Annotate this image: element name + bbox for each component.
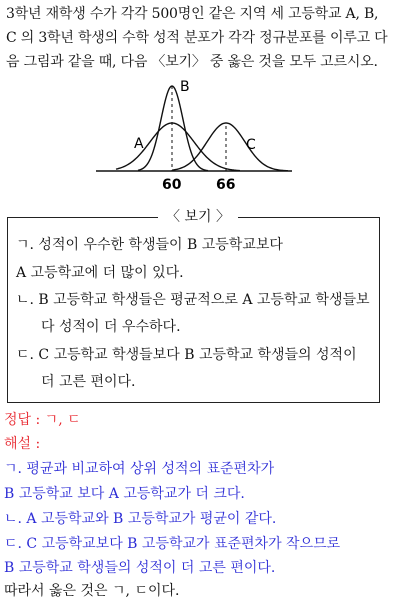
bogi-item-2-cont: 다 성적이 더 우수하다. bbox=[41, 319, 181, 335]
explanation-line: ㄴ. A 고등학교와 B 고등학교가 평균이 같다. bbox=[4, 511, 277, 527]
explanation-label: 해설 : bbox=[4, 436, 41, 452]
question-line: C 의 3학년 학생의 수학 성적 분포가 각각 정규분포를 이루고 다 bbox=[6, 30, 388, 46]
explanation-line: B 고등학교 보다 A 고등학교가 더 크다. bbox=[4, 486, 245, 502]
bogi-item-2: ㄴ. B 고등학교 학생들은 평균적으로 A 고등학교 학생들보 bbox=[16, 292, 370, 308]
question-text bbox=[6, 2, 398, 74]
curve-label-b: B bbox=[180, 79, 190, 95]
x-tick-66: 66 bbox=[216, 177, 236, 193]
curve-b bbox=[138, 86, 208, 171]
explanation-line: ㄷ. C 고등학교보다 B 고등학교가 표준편차가 작으므로 bbox=[4, 536, 341, 552]
x-tick-60: 60 bbox=[162, 177, 182, 193]
curve-label-c: C bbox=[246, 137, 256, 153]
bogi-item-1-cont: A 고등학교에 더 많이 있다. bbox=[16, 265, 184, 281]
bogi-item-3-cont: 더 고른 편이다. bbox=[41, 374, 136, 390]
explanation-line: ㄱ. 평균과 비교하여 상위 성적의 표준편차가 bbox=[4, 461, 275, 477]
bogi-item-3: ㄷ. C 고등학교 학생들보다 B 고등학교 학생들의 성적이 bbox=[16, 347, 357, 363]
bogi-title: 〈 보기 〉 bbox=[158, 207, 238, 227]
bogi-item-1: ㄱ. 성적이 우수한 학생들이 B 고등학교보다 bbox=[16, 237, 283, 253]
normal-distribution-graph bbox=[0, 76, 300, 196]
question-line: 음 그림과 같을 때, 다음 〈보기〉 중 옳은 것을 모두 고르시오. bbox=[6, 54, 378, 70]
answer-text: 정답 : ㄱ, ㄷ bbox=[4, 412, 81, 428]
curve-label-a: A bbox=[134, 136, 144, 152]
bogi-box bbox=[7, 209, 380, 403]
question-line: 3학년 재학생 수가 각각 500명인 같은 지역 세 고등학교 A, B, bbox=[6, 6, 379, 22]
explanation-line: B 고등학교 학생들의 성적이 더 고른 편이다. bbox=[4, 560, 276, 576]
conclusion-line: 따라서 옳은 것은 ㄱ, ㄷ이다. bbox=[4, 583, 180, 599]
